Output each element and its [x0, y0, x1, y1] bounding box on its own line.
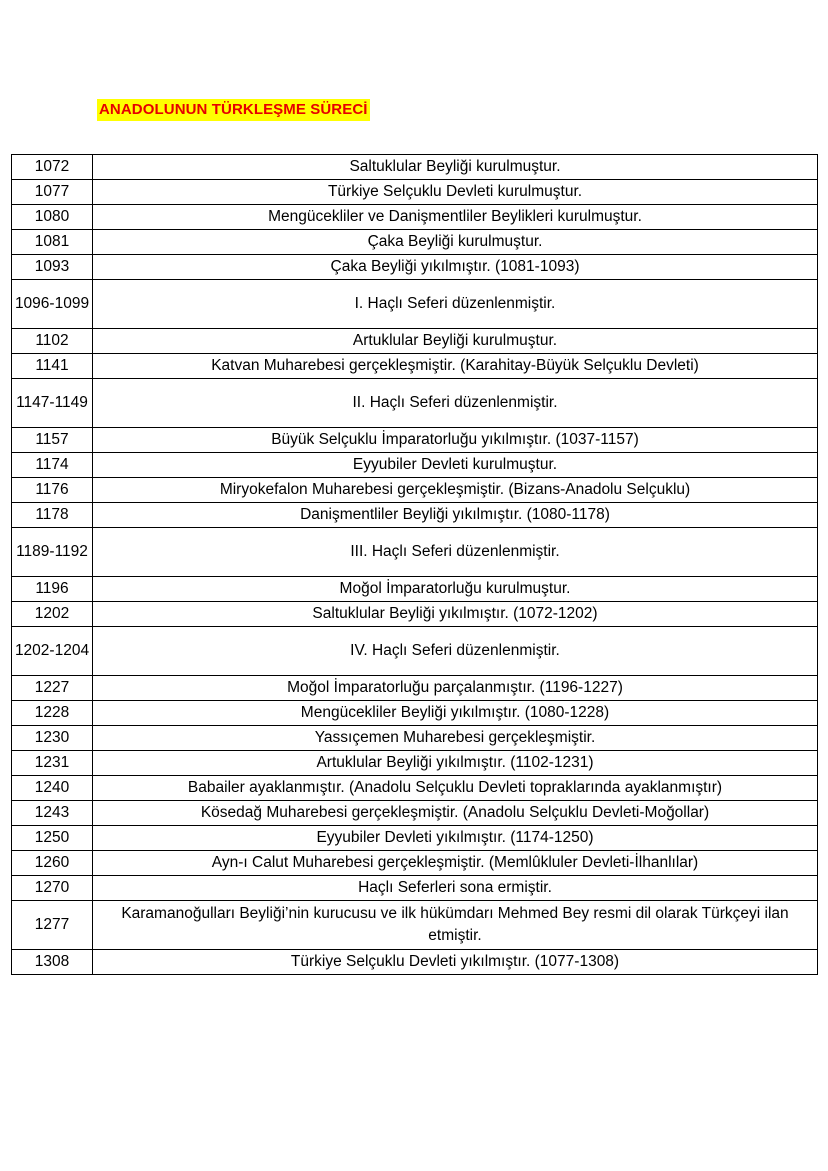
event-cell: Eyyubiler Devleti yıkılmıştır. (1174-1250) [93, 826, 818, 851]
year-cell: 1081 [12, 230, 93, 255]
event-cell: Miryokefalon Muharebesi gerçekleşmiştir. (Bizans-Anadolu Selçuklu) [93, 478, 818, 503]
table-row [12, 577, 818, 602]
table-row [12, 428, 818, 453]
table-row [12, 751, 818, 776]
event-cell: Saltuklular Beyliği kurulmuştur. [93, 155, 818, 180]
year-cell: 1196 [12, 577, 93, 602]
year-cell: 1243 [12, 801, 93, 826]
year-cell: 1227 [12, 676, 93, 701]
table-row [12, 826, 818, 851]
event-cell: Büyük Selçuklu İmparatorluğu yıkılmıştır. (1037-1157) [93, 428, 818, 453]
year-cell: 1174 [12, 453, 93, 478]
table-row [12, 801, 818, 826]
event-cell: Katvan Muharebesi gerçekleşmiştir. (Karahitay-Büyük Selçuklu Devleti) [93, 354, 818, 379]
event-cell: Babailer ayaklanmıştır. (Anadolu Selçuklu Devleti topraklarında ayaklanmıştır) [93, 776, 818, 801]
year-cell: 1072 [12, 155, 93, 180]
event-cell: Mengücekliler ve Danişmentliler Beylikleri kurulmuştur. [93, 205, 818, 230]
year-cell: 1096-1099 [12, 280, 93, 329]
event-cell: Mengücekliler Beyliği yıkılmıştır. (1080-1228) [93, 701, 818, 726]
event-cell: Çaka Beyliği kurulmuştur. [93, 230, 818, 255]
table-row [12, 280, 818, 329]
table-row [12, 354, 818, 379]
table-row [12, 180, 818, 205]
event-cell: Türkiye Selçuklu Devleti kurulmuştur. [93, 180, 818, 205]
year-cell: 1231 [12, 751, 93, 776]
timeline-table [11, 154, 818, 975]
year-cell: 1202-1204 [12, 627, 93, 676]
event-cell: Haçlı Seferleri sona ermiştir. [93, 876, 818, 901]
table-row [12, 602, 818, 627]
year-cell: 1202 [12, 602, 93, 627]
event-cell: Ayn-ı Calut Muharebesi gerçekleşmiştir. (Memlûkluler Devleti-İlhanlılar) [93, 851, 818, 876]
event-cell: Moğol İmparatorluğu kurulmuştur. [93, 577, 818, 602]
table-row [12, 851, 818, 876]
table-row [12, 230, 818, 255]
year-cell: 1077 [12, 180, 93, 205]
year-cell: 1080 [12, 205, 93, 230]
table-row [12, 503, 818, 528]
event-cell: Eyyubiler Devleti kurulmuştur. [93, 453, 818, 478]
table-row [12, 776, 818, 801]
year-cell: 1270 [12, 876, 93, 901]
table-row [12, 478, 818, 503]
table-row [12, 901, 818, 950]
event-cell: Saltuklular Beyliği yıkılmıştır. (1072-1202) [93, 602, 818, 627]
year-cell: 1260 [12, 851, 93, 876]
page-title: ANADOLUNUN TÜRKLEŞME SÜRECİ [97, 99, 370, 121]
year-cell: 1141 [12, 354, 93, 379]
year-cell: 1228 [12, 701, 93, 726]
year-cell: 1093 [12, 255, 93, 280]
event-cell: Danişmentliler Beyliği yıkılmıştır. (1080-1178) [93, 503, 818, 528]
year-cell: 1178 [12, 503, 93, 528]
table-row [12, 676, 818, 701]
table-row [12, 155, 818, 180]
year-cell: 1189-1192 [12, 528, 93, 577]
year-cell: 1240 [12, 776, 93, 801]
event-cell: Yassıçemen Muharebesi gerçekleşmiştir. [93, 726, 818, 751]
year-cell: 1102 [12, 329, 93, 354]
year-cell: 1147-1149 [12, 379, 93, 428]
event-cell: I. Haçlı Seferi düzenlenmiştir. [93, 280, 818, 329]
event-cell: Karamanoğulları Beyliği’nin kurucusu ve ilk hükümdarı Mehmed Bey resmi dil olarak Türkçeyi ilan etmiştir. [93, 901, 818, 950]
year-cell: 1308 [12, 950, 93, 975]
table-row [12, 701, 818, 726]
event-cell: Artuklular Beyliği yıkılmıştır. (1102-1231) [93, 751, 818, 776]
event-cell: Artuklular Beyliği kurulmuştur. [93, 329, 818, 354]
event-cell: Çaka Beyliği yıkılmıştır. (1081-1093) [93, 255, 818, 280]
table-row [12, 627, 818, 676]
table-row [12, 205, 818, 230]
year-cell: 1277 [12, 901, 93, 950]
table-row [12, 950, 818, 975]
year-cell: 1250 [12, 826, 93, 851]
table-row [12, 379, 818, 428]
year-cell: 1176 [12, 478, 93, 503]
event-cell: Kösedağ Muharebesi gerçekleşmiştir. (Anadolu Selçuklu Devleti-Moğollar) [93, 801, 818, 826]
event-cell: II. Haçlı Seferi düzenlenmiştir. [93, 379, 818, 428]
year-cell: 1230 [12, 726, 93, 751]
table-row [12, 528, 818, 577]
event-cell: IV. Haçlı Seferi düzenlenmiştir. [93, 627, 818, 676]
table-row [12, 876, 818, 901]
timeline-body [12, 155, 818, 975]
table-row [12, 453, 818, 478]
event-cell: Moğol İmparatorluğu parçalanmıştır. (1196-1227) [93, 676, 818, 701]
event-cell: Türkiye Selçuklu Devleti yıkılmıştır. (1077-1308) [93, 950, 818, 975]
year-cell: 1157 [12, 428, 93, 453]
table-row [12, 329, 818, 354]
table-row [12, 726, 818, 751]
event-cell: III. Haçlı Seferi düzenlenmiştir. [93, 528, 818, 577]
table-row [12, 255, 818, 280]
